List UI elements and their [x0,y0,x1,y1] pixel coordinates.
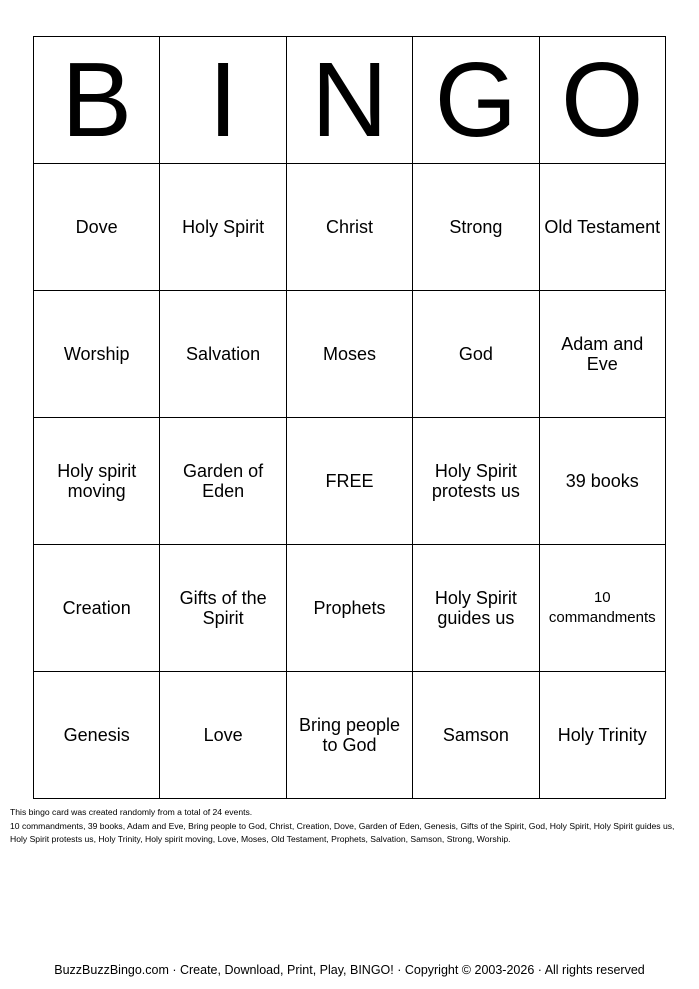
bingo-cell: 10 commandments [539,545,665,672]
header-letter-g: G [413,37,539,164]
bingo-cell: Holy Trinity [539,672,665,799]
bingo-cell: Holy spirit moving [34,418,160,545]
bingo-cell: Love [160,672,286,799]
bingo-cell: Moses [286,291,412,418]
header-letter-n: N [286,37,412,164]
bingo-cell: Adam and Eve [539,291,665,418]
header-letter-b: B [34,37,160,164]
bingo-row [34,418,666,545]
bingo-cell: Worship [34,291,160,418]
bingo-cell: Genesis [34,672,160,799]
bingo-row [34,545,666,672]
bingo-cell: Salvation [160,291,286,418]
header-letter-o: O [539,37,665,164]
bingo-row [34,672,666,799]
bingo-cell: Garden of Eden [160,418,286,545]
bingo-cell: Creation [34,545,160,672]
card-info-event-list: 10 commandments, 39 books, Adam and Eve, Bring people to God, Christ, Creation, Dove, Garden of Eden, Genesis, Gifts of the Spirit, God, Holy Spirit, Holy Spirit guides us, Holy Spirit protests us, Holy Trinity, Holy spirit moving, Love, Moses, Old Testament, Prophets, Salvation, Samson, Strong, Worship. [10,820,675,844]
bingo-cell: Gifts of the Spirit [160,545,286,672]
free-space-cell: FREE [286,418,412,545]
bingo-cell: Holy Spirit protests us [413,418,539,545]
bingo-cell: Bring people to God [286,672,412,799]
bingo-cell: Old Testament [539,164,665,291]
bingo-cell: Christ [286,164,412,291]
bingo-cell: God [413,291,539,418]
site-footer: BuzzBuzzBingo.com · Create, Download, Print, Play, BINGO! · Copyright © 2003-2026 · All rights reserved [54,963,645,977]
bingo-cell: Samson [413,672,539,799]
bingo-header-row [34,37,666,164]
bingo-card [33,36,666,799]
card-info-note [10,806,685,847]
bingo-cell: Holy Spirit guides us [413,545,539,672]
header-letter-i: I [160,37,286,164]
bingo-cell: 39 books [539,418,665,545]
bingo-row [34,164,666,291]
bingo-cell: Holy Spirit [160,164,286,291]
bingo-cell: Prophets [286,545,412,672]
bingo-row [34,291,666,418]
bingo-cell: Dove [34,164,160,291]
bingo-cell: Strong [413,164,539,291]
card-info-summary: This bingo card was created randomly from a total of 24 events. [10,807,253,817]
